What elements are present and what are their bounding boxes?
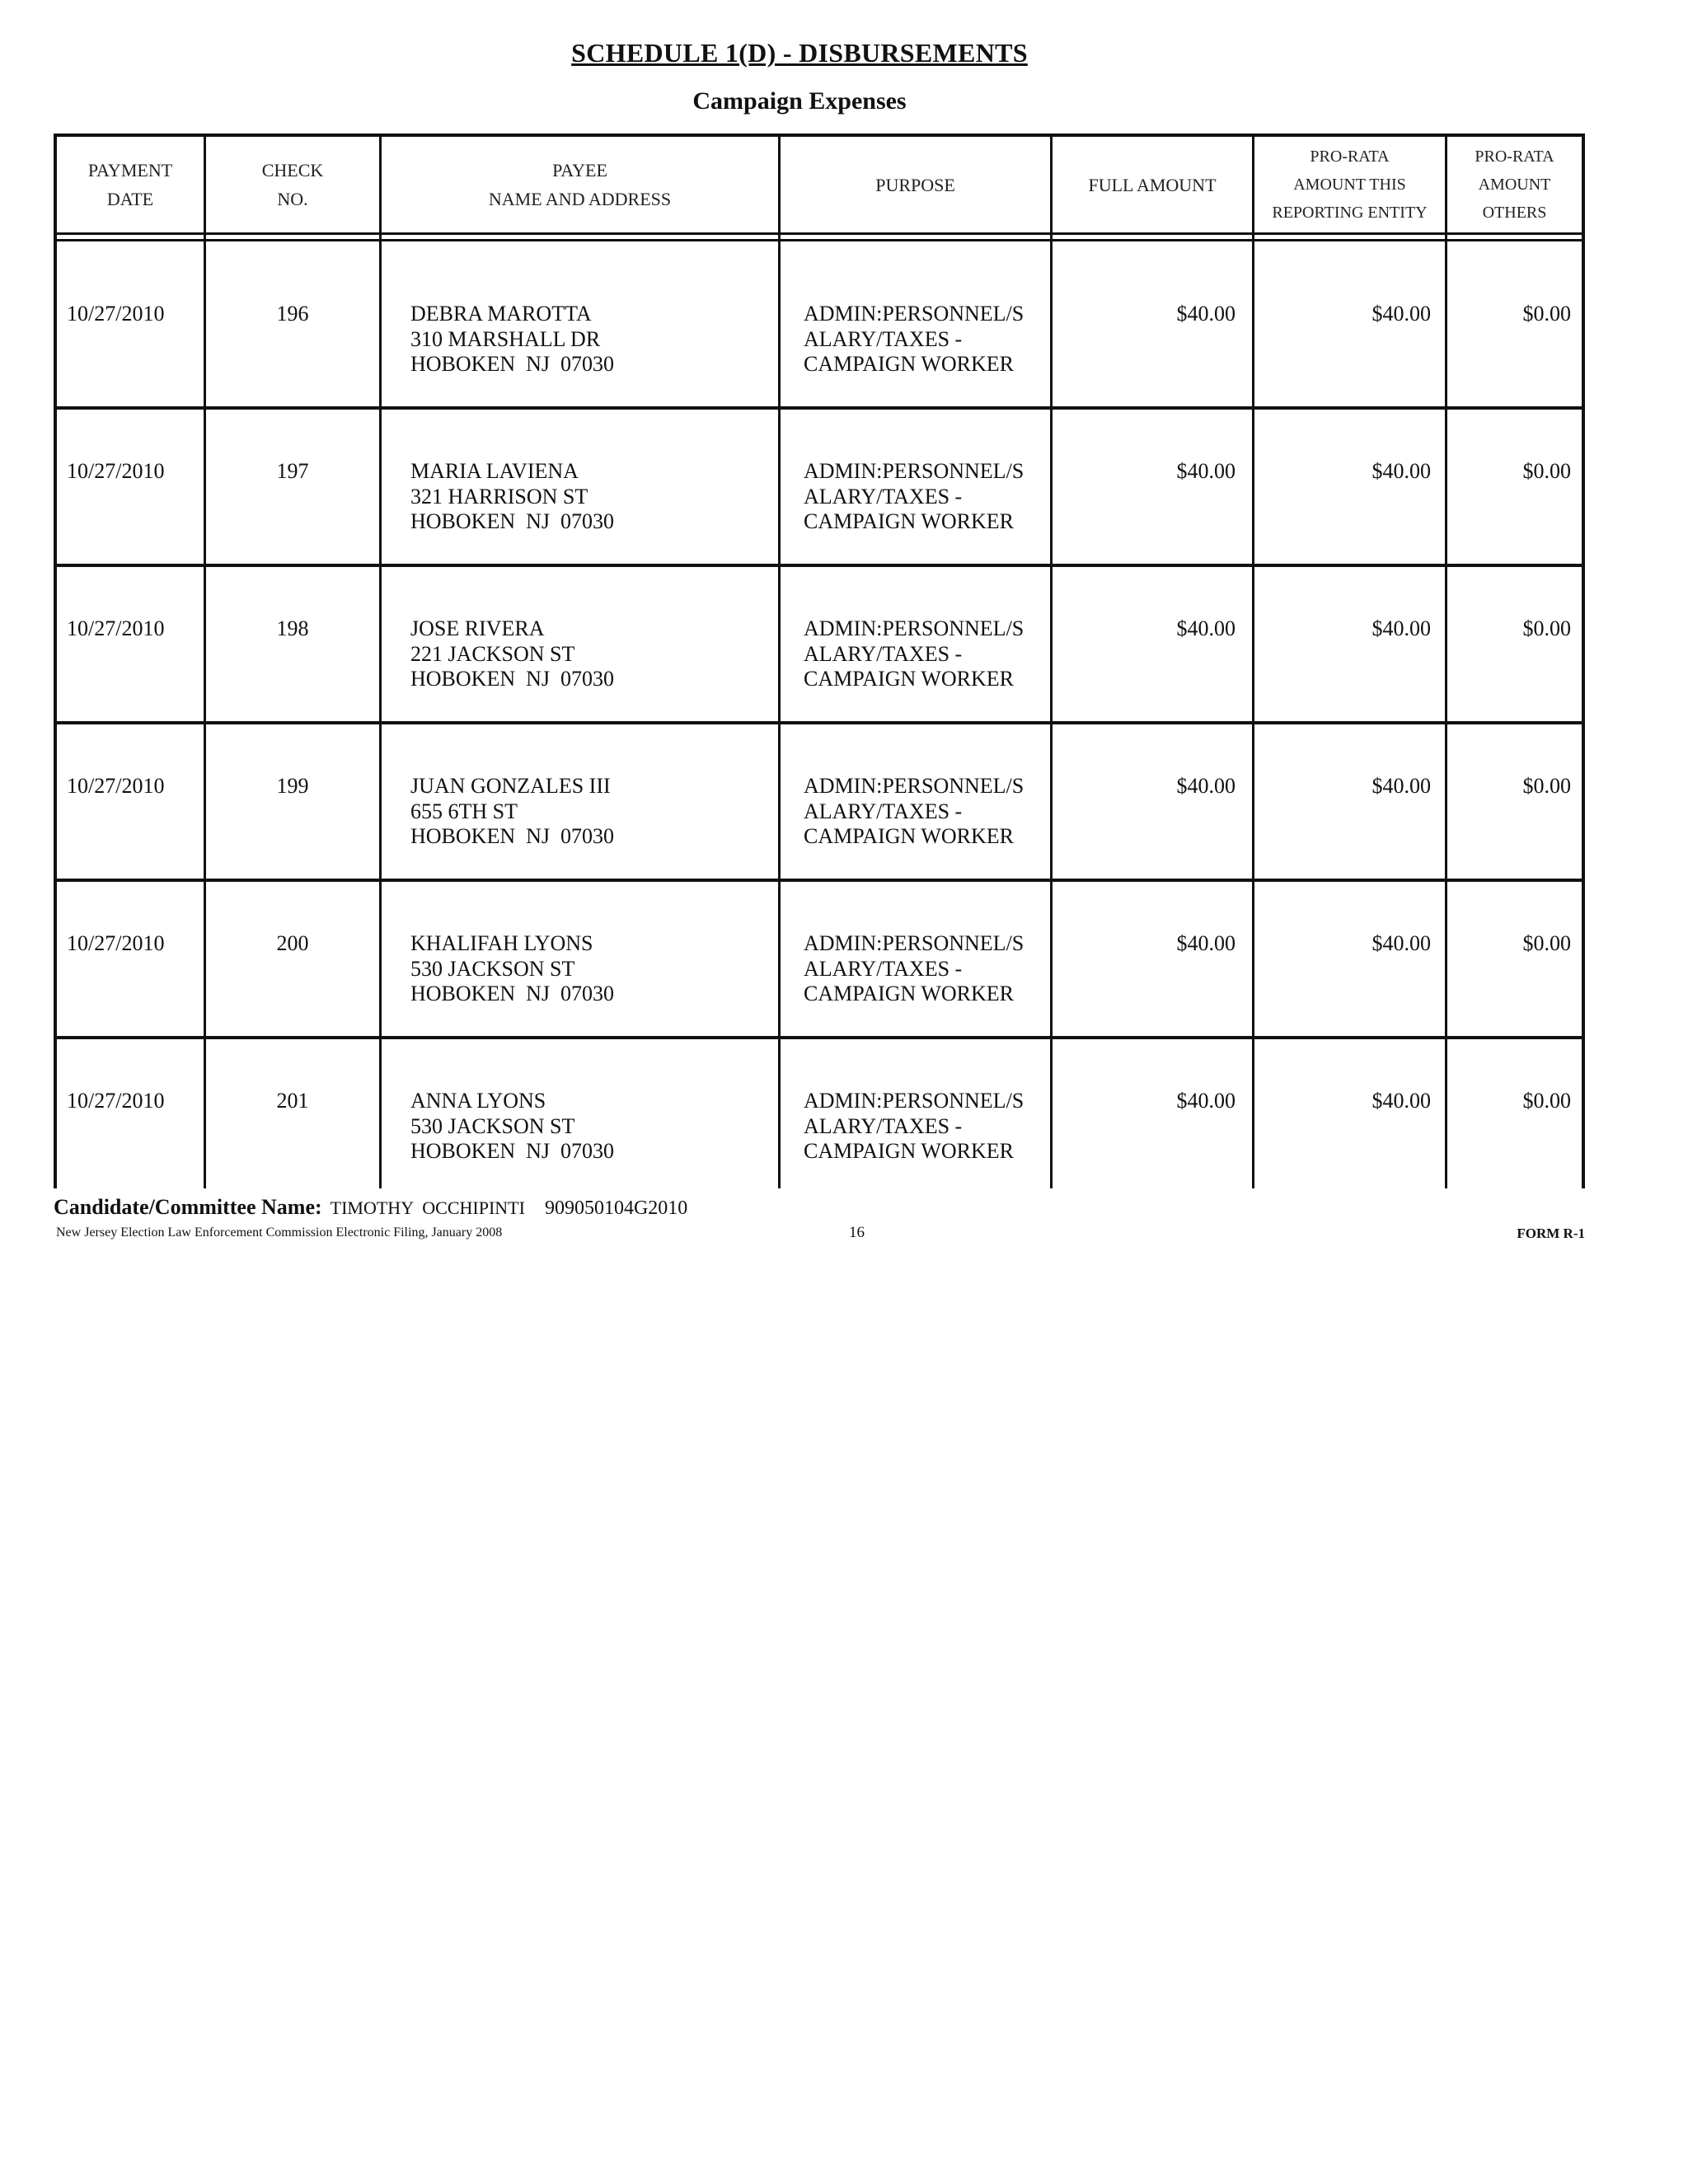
- table-border-right: [1582, 134, 1585, 1188]
- payment-date-cell: 10/27/2010: [67, 931, 165, 955]
- footer-agency: New Jersey Election Law Enforcement Commission Electronic Filing, January 2008: [56, 1226, 503, 1240]
- pro-rata-others-cell: $0.00: [1522, 616, 1571, 640]
- full-amount-cell: $40.00: [1176, 774, 1236, 798]
- check-number-cell: 201: [276, 1089, 309, 1113]
- full-amount-cell: $40.00: [1176, 302, 1236, 326]
- payment-date-cell: 10/27/2010: [67, 459, 165, 483]
- purpose-cell: ADMIN:PERSONNEL/S ALARY/TAXES - CAMPAIGN WORKER: [804, 459, 1025, 533]
- check-number-cell: 196: [276, 302, 309, 326]
- purpose-cell: ADMIN:PERSONNEL/S ALARY/TAXES - CAMPAIGN WORKER: [804, 302, 1025, 376]
- payment-date-cell: 10/27/2010: [67, 616, 165, 640]
- pro-rata-this-cell: $40.00: [1372, 931, 1431, 955]
- purpose-cell: ADMIN:PERSONNEL/S ALARY/TAXES - CAMPAIGN WORKER: [804, 774, 1025, 848]
- header-payee: PAYEE NAME AND ADDRESS: [488, 160, 672, 209]
- header-rule-upper: [54, 232, 1585, 235]
- header-pro-rata-others: PRO-RATA AMOUNT OTHERS: [1475, 148, 1554, 222]
- header-full-amount: FULL AMOUNT: [1088, 174, 1217, 195]
- purpose-cell: ADMIN:PERSONNEL/S ALARY/TAXES - CAMPAIGN WORKER: [804, 1089, 1025, 1163]
- schedule-subtitle: Campaign Expenses: [692, 87, 907, 115]
- payee-cell: KHALIFAH LYONS 530 JACKSON ST HOBOKEN NJ 07030: [410, 931, 614, 1005]
- purpose-cell: ADMIN:PERSONNEL/S ALARY/TAXES - CAMPAIGN WORKER: [804, 616, 1025, 691]
- check-number-cell: 197: [276, 459, 309, 483]
- pro-rata-this-cell: $40.00: [1372, 1089, 1431, 1113]
- check-number-cell: 198: [276, 616, 309, 640]
- full-amount-cell: $40.00: [1176, 931, 1236, 955]
- check-number-cell: 200: [276, 931, 309, 955]
- pro-rata-others-cell: $0.00: [1522, 931, 1571, 955]
- committee-id: 909050104G2010: [544, 1197, 688, 1219]
- payment-date-cell: 10/27/2010: [67, 1089, 165, 1113]
- column-divider: [1252, 134, 1254, 1188]
- purpose-cell: ADMIN:PERSONNEL/S ALARY/TAXES - CAMPAIGN WORKER: [804, 931, 1025, 1005]
- pro-rata-this-cell: $40.00: [1372, 616, 1431, 640]
- pro-rata-others-cell: $0.00: [1522, 302, 1571, 326]
- header-payment-date: PAYMENT DATE: [87, 160, 173, 209]
- payment-date-cell: 10/27/2010: [67, 774, 165, 798]
- column-divider: [778, 134, 781, 1188]
- payee-cell: ANNA LYONS 530 JACKSON ST HOBOKEN NJ 07030: [410, 1089, 614, 1163]
- column-divider: [1050, 134, 1053, 1188]
- disbursements-table: [54, 134, 1585, 1188]
- row-separator: [54, 564, 1585, 567]
- pro-rata-this-cell: $40.00: [1372, 459, 1431, 483]
- schedule-title: SCHEDULE 1(D) - DISBURSEMENTS: [571, 38, 1028, 68]
- column-divider: [379, 134, 382, 1188]
- header-rule-lower: [54, 239, 1585, 241]
- committee-name: TIMOTHY OCCHIPINTI: [330, 1197, 525, 1218]
- full-amount-cell: $40.00: [1176, 1089, 1236, 1113]
- pro-rata-this-cell: $40.00: [1372, 302, 1431, 326]
- footer-form-id: FORM R-1: [1517, 1226, 1585, 1241]
- column-divider: [1445, 134, 1447, 1188]
- payee-cell: MARIA LAVIENA 321 HARRISON ST HOBOKEN NJ 07030: [410, 459, 614, 533]
- payment-date-cell: 10/27/2010: [67, 302, 165, 326]
- committee-label: Candidate/Committee Name:: [54, 1195, 322, 1219]
- payee-cell: JUAN GONZALES III 655 6TH ST HOBOKEN NJ 07030: [410, 774, 614, 848]
- table-border-left: [54, 134, 57, 1188]
- full-amount-cell: $40.00: [1176, 459, 1236, 483]
- row-separator: [54, 721, 1585, 724]
- payee-cell: JOSE RIVERA 221 JACKSON ST HOBOKEN NJ 07030: [410, 616, 614, 691]
- pro-rata-others-cell: $0.00: [1522, 1089, 1571, 1113]
- header-check-no: CHECK NO.: [261, 160, 324, 209]
- pro-rata-others-cell: $0.00: [1522, 774, 1571, 798]
- pro-rata-this-cell: $40.00: [1372, 774, 1431, 798]
- pro-rata-others-cell: $0.00: [1522, 459, 1571, 483]
- column-divider: [204, 134, 206, 1188]
- header-pro-rata-this: PRO-RATA AMOUNT THIS REPORTING ENTITY: [1272, 148, 1428, 222]
- row-separator: [54, 1036, 1585, 1039]
- payee-cell: DEBRA MAROTTA 310 MARSHALL DR HOBOKEN NJ 07030: [410, 302, 614, 376]
- row-separator: [54, 879, 1585, 882]
- check-number-cell: 199: [276, 774, 309, 798]
- row-separator: [54, 406, 1585, 410]
- footer-page-number: 16: [849, 1224, 865, 1241]
- header-purpose: PURPOSE: [875, 174, 955, 195]
- committee-line: [54, 1195, 687, 1220]
- full-amount-cell: $40.00: [1176, 616, 1236, 640]
